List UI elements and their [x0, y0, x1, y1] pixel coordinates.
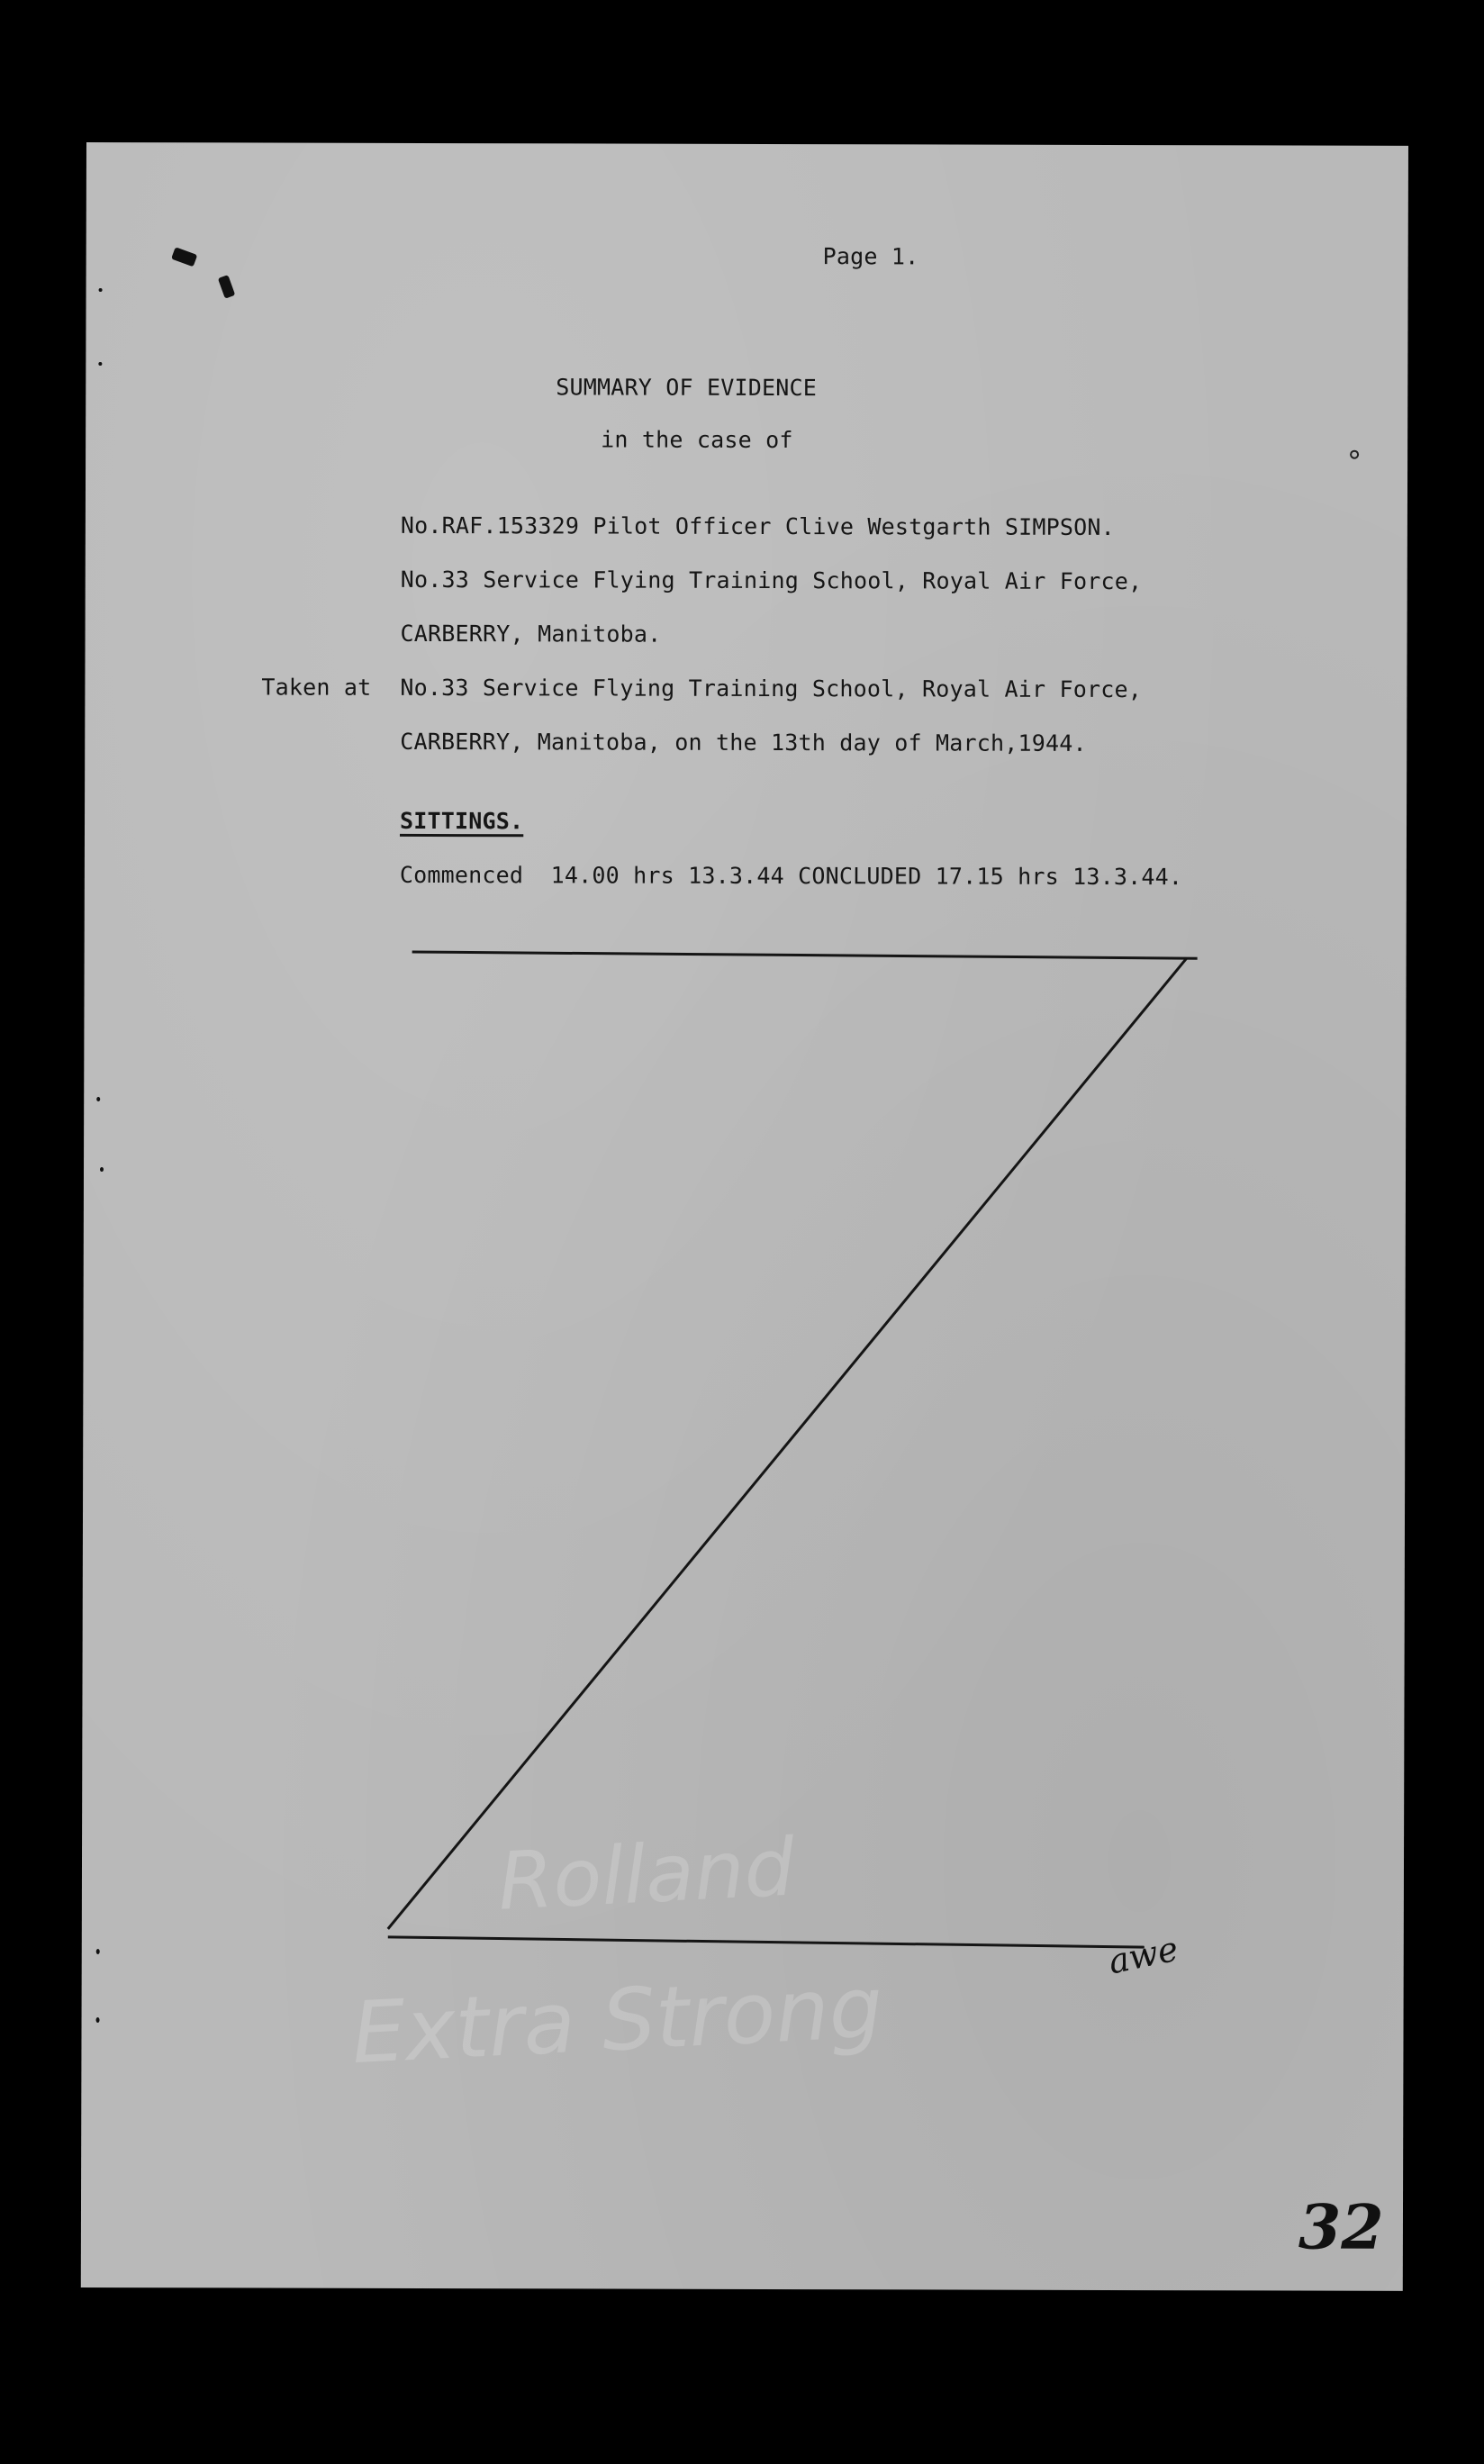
sittings-line: Commenced 14.00 hrs 13.3.44 CONCLUDED 17.15 hrs 13.3.44. [399, 861, 1183, 891]
folio-number: 32 [1298, 2191, 1384, 2264]
accused-line-2: No.33 Service Flying Training School, Royal Air Force, [400, 566, 1143, 595]
sittings-heading: SITTINGS. [399, 807, 524, 835]
document-title: SUMMARY OF EVIDENCE [556, 374, 818, 402]
speck [100, 1167, 104, 1172]
speck [98, 362, 102, 366]
taken-at-line-1: No.33 Service Flying Training School, Royal Air Force, [400, 674, 1143, 703]
paper-watermark-line-2: Extra Strong [349, 1958, 885, 2084]
speck [1350, 450, 1359, 459]
paper-watermark-line-1: Rolland [495, 1820, 797, 1928]
speck [96, 1949, 100, 1954]
document-page [81, 142, 1408, 2291]
accused-line-1: No.RAF.153329 Pilot Officer Clive Westgarth SIMPSON. [400, 512, 1116, 540]
speck [99, 288, 103, 292]
document-subtitle: in the case of [601, 426, 793, 454]
speck [96, 1097, 100, 1101]
taken-at-line-2: CARBERRY, Manitoba, on the 13th day of March,1944. [400, 728, 1087, 756]
speck [96, 2017, 100, 2023]
taken-at-label: Taken at [261, 674, 372, 701]
page-label: Page 1. [822, 243, 919, 270]
accused-line-3: CARBERRY, Manitoba. [400, 620, 662, 648]
handwritten-initials: awe [1105, 1928, 1182, 1982]
